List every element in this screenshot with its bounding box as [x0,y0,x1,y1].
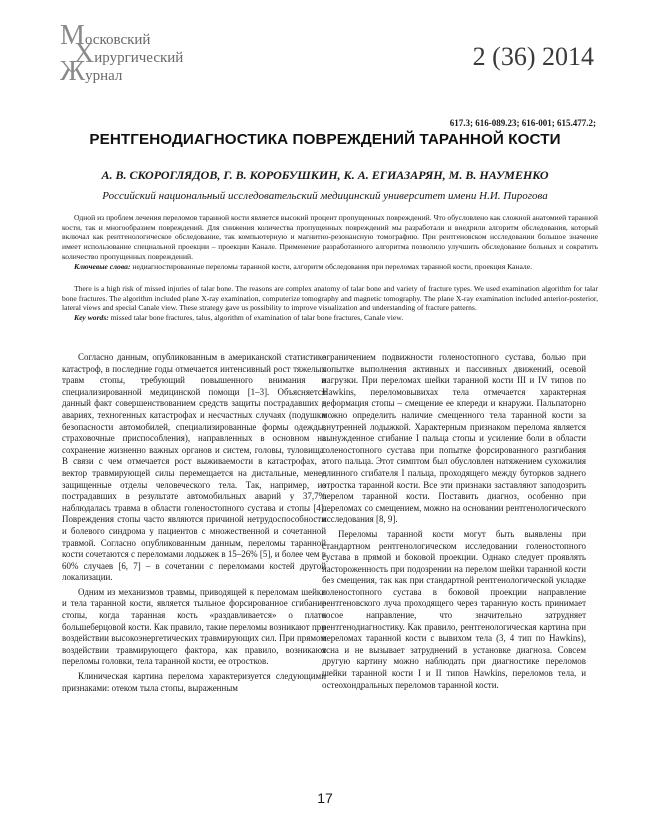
paragraph: Одним из механизмов травмы, приводящей к переломам шейки и тела таранной кости, является тыльное форсированное сгибание стопы, когда таранная кость «раздавливается» о плато большеберцовой кости. Как правило, такие переломы возникают при воздействии высокоэнергетических травмирующих сил. При прямом воздействии травмирующего фактора, как правило, возникают переломы головки, тела таранной кости, ее отростков. [62,586,326,667]
paragraph: ограничением подвижности голеностопного сустава, болью при попытке выполнения активных и пассивных движений, осевой нагрузки. При переломах шейки таранной кости III и IV типов по Hawkins, переломовывихах тела отмечается характерная деформация стопы – смещение ее кпереди и кнаружи. Пальпаторно можно определить наличие смещенного тела таранной кости за внутренней лодыжкой. Характерным признаком перелома является вынужденное сгибание I пальца стопы и усиление боли в области голеностопного сустава при попытке форсированного разгибания этого пальца. Этот симптом был обусловлен натяжением сухожилия длинного сгибателя I пальца, проходящего между буторков заднего отростка таранной кости. Все эти признаки заставляют заподозрить перелом таранной кости. Поставить диагноз, особенно при переломах со смещением, можно на основании рентгенологического исследования [8, 9]. [322,352,586,525]
logo-line-1: Московский [60,20,151,51]
keywords-label: Ключевые слова: [74,261,131,271]
paragraph: Клиническая картина перелома характеризуется следующими признаками: отеком тыла стопы, выраженным [62,671,326,693]
keywords [62,262,598,272]
keywords-text: missed talar bone fractures, talus, algorithm of examination of talar bone fractures, Canale view. [108,313,404,323]
authors: А. В. СКОРОГЛЯДОВ, Г. В. КОРОБУШКИН, К. А. ЕГИАЗАРЯН, М. В. НАУМЕНКО [101,168,549,182]
body-column-left [62,352,326,697]
keywords [62,313,598,323]
issue-number: 2 (36) 2014 [472,42,594,71]
keywords-text: недиагностированные переломы таранной кости, алгоритм обследования при переломах таранной кости, проекция Канале. [130,261,532,271]
affiliation: Российский национальный исследовательский медицинский университет имени Н.И. Пирогова [102,190,548,202]
abstract-text: There is a high risk of missed injuries of talar bone. The reasons are complex anatomy of talar bone and variety of fracture types. We used examination algorithm for talar bone fractures. The algorithm included plane X-ray examination, computerize tomography and magnetic tomography. The plane X-ray examination included anterior-posterior, lateral views and special Canale view. These strategy gave us possibility to improve visualization and understanding of fracture patterns. [62,284,598,313]
keywords-label: Key words: [74,313,109,323]
logo-line-3: Журнал [60,56,123,87]
article-title: РЕНТГЕНОДИАГНОСТИКА ПОВРЕЖДЕНИЙ ТАРАННОЙ КОСТИ [89,131,561,148]
journal-logo [60,20,200,88]
body-column-right [322,352,586,694]
paragraph: Переломы таранной кости могут быть выявлены при стандартном рентгенологическом исследовании голеностопного сустава в прямой и боковой проекции. Однако следует проявлять настороженность при подозрении на перелом шейки таранной кости без смещения, так как при стандартной рентгенологической укладке голеностопного сустава в боковой проекции направление рентгеновского луча проходящего через таранную кость принимает косое направление, что значительно затрудняет рентгенодиагностику. Как правило, рентгенологическая картина при переломах таранной кости с вывихом тела (3, 4 тип по Hawkins), ясна и не вызывает затруднений в установке диагноза. Совсем другую картину можно наблюдать при диагностике переломов шейки таранной кости I и II типов Hawkins, переломов тела, и остеохондральных переломов таранной кости. [322,528,586,690]
abstract-russian [62,213,598,271]
page-number: 17 [317,790,333,806]
abstract-english [62,284,598,323]
abstract-text: Одной из проблем лечения переломов таранной кости является высокий процент пропущенных повреждений. Что обусловлено как сложной анатомией таранной кости, так и многообразием повреждений. Для снижения количества пропущенных повреждений мы разработали и внедрили алгоритм обследования, который включал как рентгенологическое обследование, так компьютерную и магнитно-резонансную томографию. При рентгеновском исследовании большое значение имеет использование специальной проекции – проекции Канале. Применение разработанного алгоритма позволило улучшить обследование больных и сократить количество пропущенных повреждений. [62,213,598,261]
paragraph: Согласно данным, опубликованным в американской статистике катастроф, в последние годы отмечается интенсивный рост тяжелых травм стопы, требующий повышенного внимания и специализированной медицинской помощи [1–3]. Объясняется данный факт совершенствованием средств защиты пострадавших в авариях, техногенных катастрофах и несчастных случаях (подушки безопасности автомобилей, специализированные формы одежды, страховочные приспособления), направленных в основном на сохранение жизненно важных органов и систем, головы, туловища. В связи с чем отмечается рост выживаемости в катастрофах, а вектор травмирующей силы перемещается на дистальные, менее защищенные отделы человеческого тела. Так, например, из пострадавших в результате автомобильных аварий у 37,7% наблюдалась травма в области голеностопного сустава и стопы [4]. Повреждения стопы часто являются причиной нетрудоспособности и болевого синдрома у пациентов с множественной и сочетанной травмой. Согласно опубликованным данным, переломы таранной кости сочетаются с переломами лодыжек в 15–26% [5], и более чем в 60% случаев [6, 7] – в сочетании с переломами костей другой локализации. [62,352,326,583]
logo-line-2: Хирургический [74,38,184,69]
udc-codes: 617.3; 616-089.23; 616-001; 615.477.2; [449,118,596,128]
